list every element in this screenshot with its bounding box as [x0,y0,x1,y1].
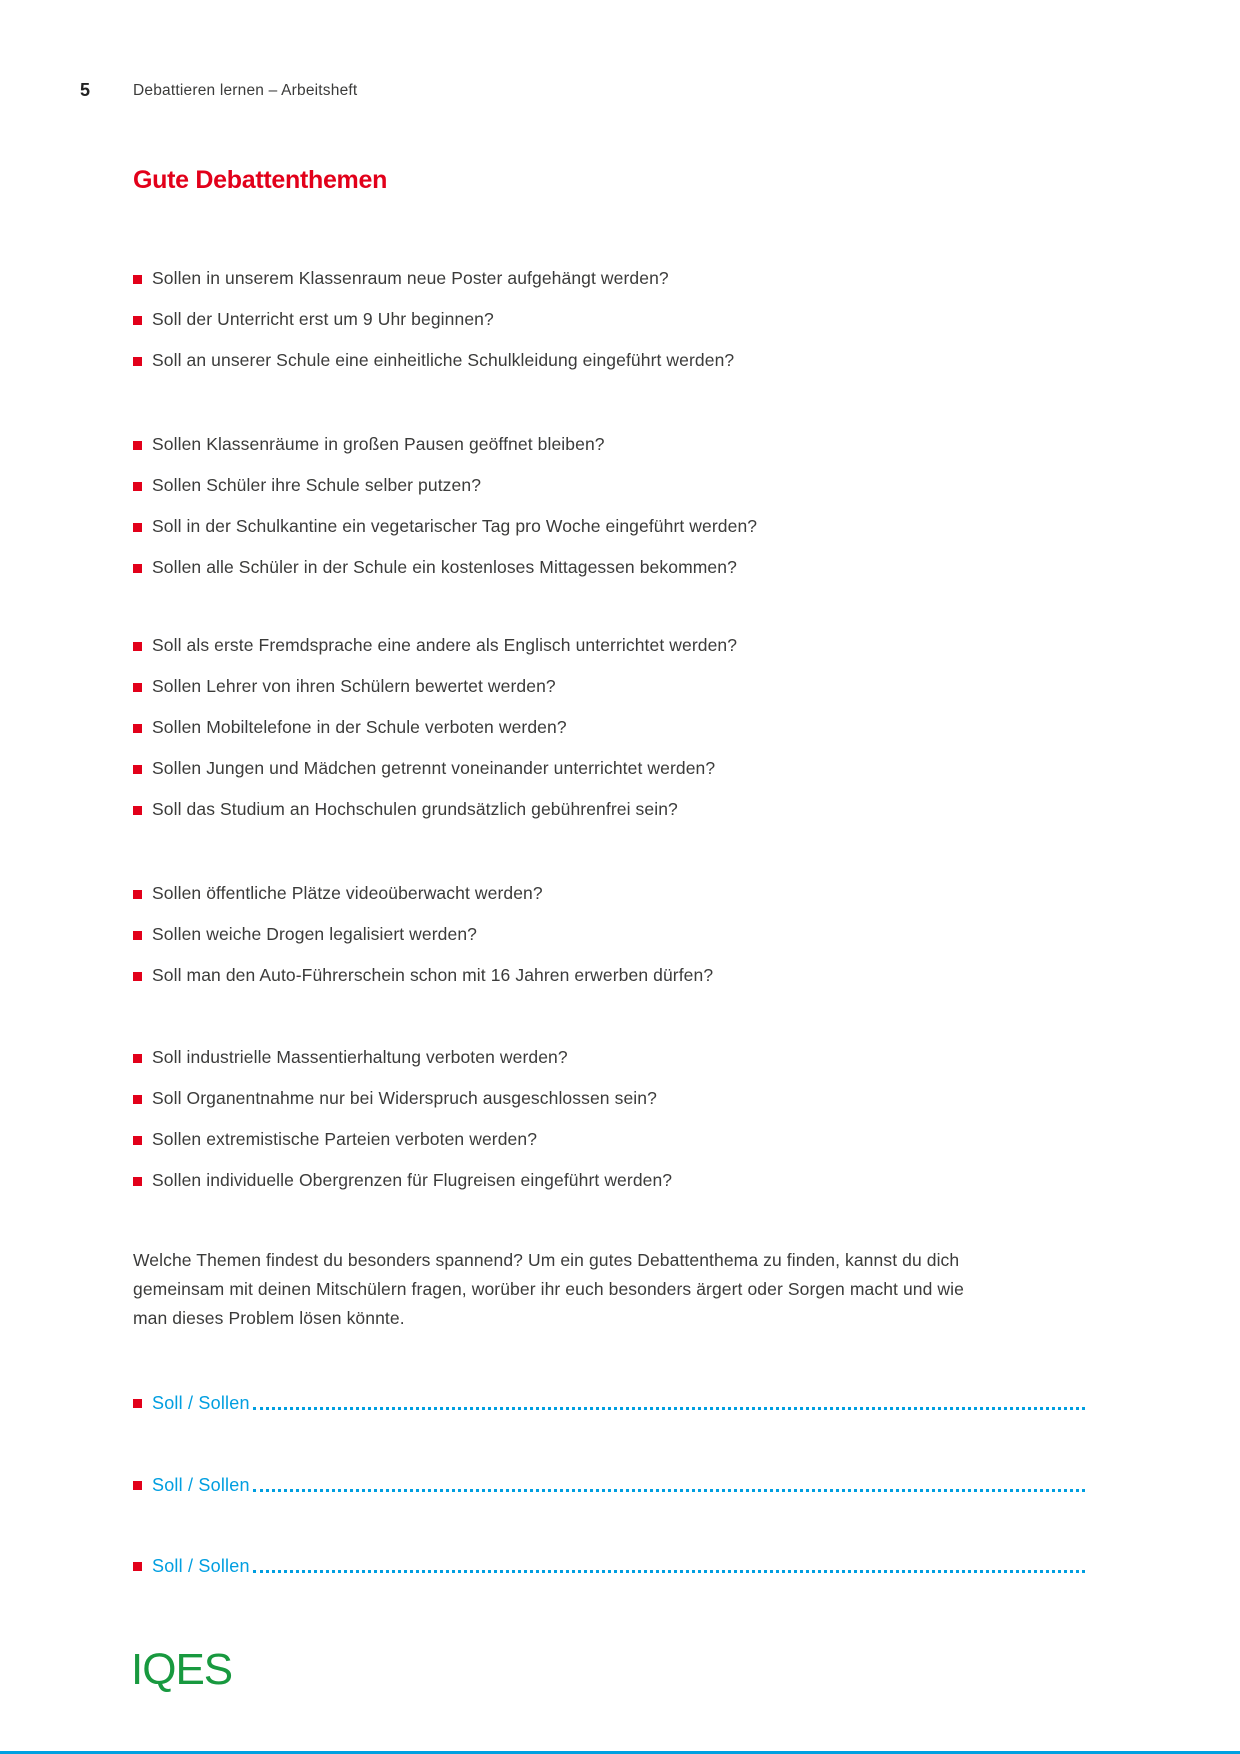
bullet-square-icon [133,1481,142,1490]
debate-question [133,914,1123,955]
bullet-square-icon [133,275,142,284]
question-text: Sollen Klassenräume in großen Pausen geöffnet bleiben? [152,434,605,454]
debate-question [133,506,1123,547]
debate-question [133,340,1123,381]
debate-question [133,873,1123,914]
bullet-square-icon [133,441,142,450]
bullet-square-icon [133,1095,142,1104]
bullet-square-icon [133,482,142,491]
question-text: Sollen weiche Drogen legalisiert werden? [152,924,478,944]
question-group-4 [133,873,1123,996]
question-text: Sollen Mobiltelefone in der Schule verboten werden? [152,717,567,737]
fill-in-label: Soll / Sollen [152,1555,250,1576]
question-text: Sollen Lehrer von ihren Schülern bewertet werden? [152,676,556,696]
bullet-square-icon [133,1177,142,1186]
fill-in-label: Soll / Sollen [152,1474,250,1495]
question-group-5 [133,1037,1123,1201]
debate-question [133,258,1123,299]
question-group-2 [133,424,1123,588]
debate-question [133,707,1123,748]
bullet-square-icon [133,642,142,651]
bullet-square-icon [133,357,142,366]
debate-question [133,547,1123,588]
debate-question [133,748,1123,789]
bullet-square-icon [133,316,142,325]
question-text: Soll als erste Fremdsprache eine andere als Englisch unterrichtet werden? [152,635,738,655]
bullet-square-icon [133,683,142,692]
question-text: Sollen öffentliche Plätze videoüberwacht werden? [152,883,543,903]
question-text: Soll Organentnahme nur bei Widerspruch ausgeschlossen sein? [152,1088,657,1108]
intro-line: Welche Themen findest du besonders spannend? Um ein gutes Debattenthema zu finden, kannst du dich [133,1250,960,1270]
debate-question [133,666,1123,707]
intro-paragraph [133,1246,1108,1333]
fill-in-row-2 [133,1471,1085,1499]
bullet-square-icon [133,890,142,899]
question-text: Sollen extremistische Parteien verboten werden? [152,1129,538,1149]
fill-in-label: Soll / Sollen [152,1392,250,1413]
bullet-square-icon [133,1399,142,1408]
debate-question [133,955,1123,996]
bullet-square-icon [133,1562,142,1571]
intro-line: man dieses Problem lösen könnte. [133,1308,405,1328]
debate-question [133,424,1123,465]
debate-question [133,299,1123,340]
question-text: Sollen in unserem Klassenraum neue Poster aufgehängt werden? [152,268,669,288]
question-text: Soll industrielle Massentierhaltung verboten werden? [152,1047,568,1067]
question-text: Soll der Unterricht erst um 9 Uhr beginnen? [152,309,494,329]
bullet-square-icon [133,724,142,733]
dotted-answer-line [253,1407,1085,1410]
question-text: Soll in der Schulkantine ein vegetarischer Tag pro Woche eingeführt werden? [152,516,758,536]
question-text: Soll an unserer Schule eine einheitliche Schulkleidung eingeführt werden? [152,350,735,370]
bullet-square-icon [133,806,142,815]
question-text: Soll das Studium an Hochschulen grundsätzlich gebührenfrei sein? [152,799,678,819]
question-text: Sollen individuelle Obergrenzen für Flugreisen eingeführt werden? [152,1170,673,1190]
debate-question [133,1119,1123,1160]
page-number: 5 [80,80,91,100]
fill-in-row-1 [133,1389,1085,1417]
iqes-logo: IQES [131,1645,233,1694]
question-group-1 [133,258,1123,381]
question-text: Sollen alle Schüler in der Schule ein kostenloses Mittagessen bekommen? [152,557,737,577]
bullet-square-icon [133,1054,142,1063]
page-title: Gute Debattenthemen [133,166,388,194]
bullet-square-icon [133,523,142,532]
bullet-square-icon [133,564,142,573]
question-text: Soll man den Auto-Führerschein schon mit 16 Jahren erwerben dürfen? [152,965,714,985]
bullet-square-icon [133,972,142,981]
debate-question [133,1078,1123,1119]
question-group-3 [133,625,1123,830]
debate-question [133,465,1123,506]
debate-question [133,625,1123,666]
intro-line: gemeinsam mit deinen Mitschülern fragen, worüber ihr euch besonders ärgert oder Sorgen macht und wie [133,1279,964,1299]
debate-question [133,1160,1123,1201]
debate-question [133,789,1123,830]
fill-in-row-3 [133,1552,1085,1580]
booklet-title: Debattieren lernen – Arbeitsheft [133,82,358,99]
bullet-square-icon [133,931,142,940]
dotted-answer-line [253,1489,1085,1492]
bullet-square-icon [133,765,142,774]
question-text: Sollen Jungen und Mädchen getrennt voneinander unterrichtet werden? [152,758,716,778]
debate-question [133,1037,1123,1078]
dotted-answer-line [253,1570,1085,1573]
bullet-square-icon [133,1136,142,1145]
question-text: Sollen Schüler ihre Schule selber putzen? [152,475,482,495]
